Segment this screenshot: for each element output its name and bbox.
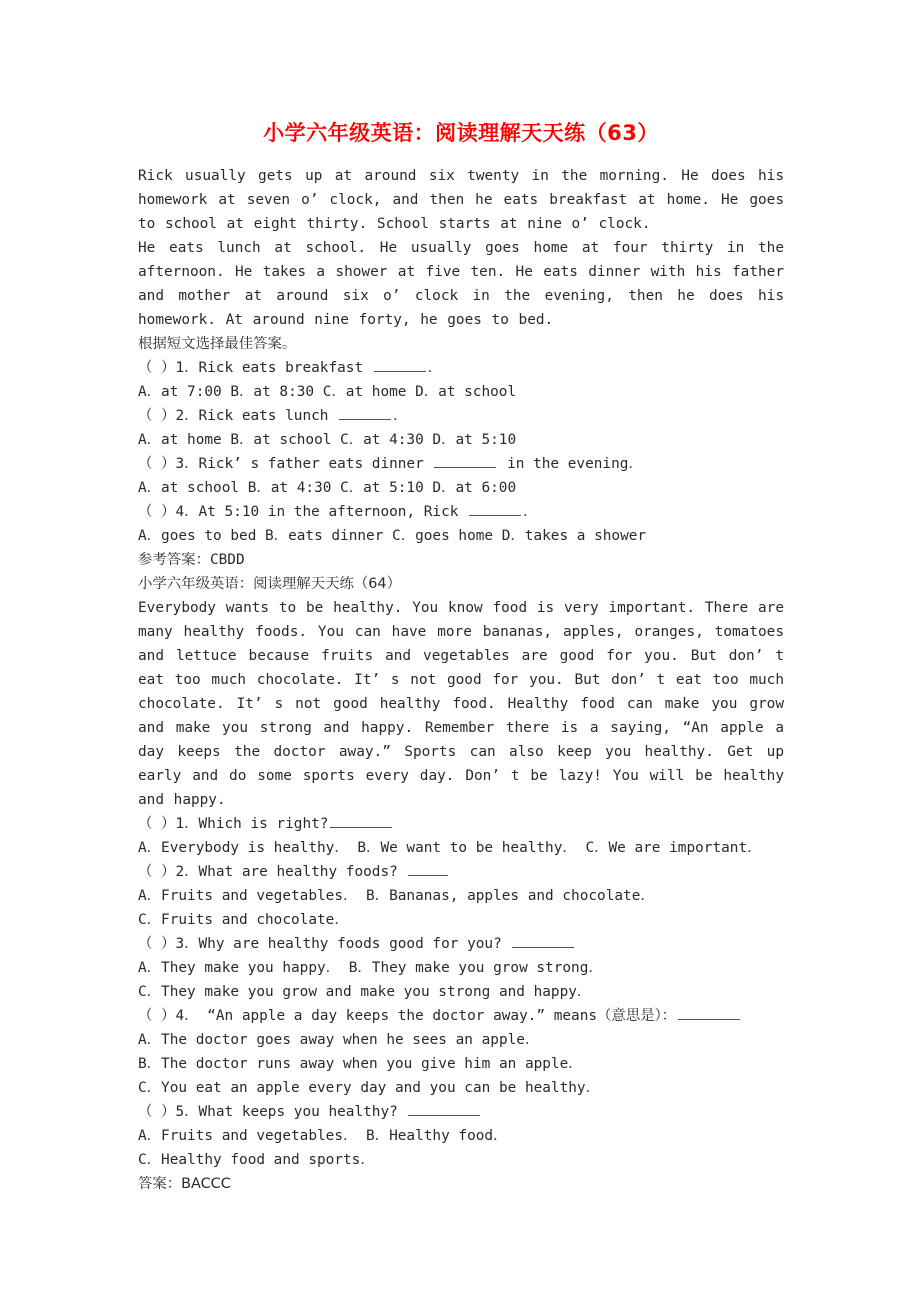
options-64-4c[interactable]: C．You eat an apple every day and you can be healthy．	[138, 1080, 600, 1096]
question-63-3	[138, 452, 784, 476]
question-stem-tail: ．	[393, 408, 408, 424]
question-stem: （ ）1．Which is right?	[138, 816, 329, 832]
options-64-2a[interactable]: A．Fruits and vegetables． B．Bananas, apples and chocolate．	[138, 888, 655, 904]
answer-key-label: 参考答案：	[138, 552, 210, 568]
options-64-1[interactable]: A．Everybody is healthy． B．We want to be healthy． C．We are important．	[138, 840, 762, 856]
passage-63-paragraph-1: Rick usually gets up at around six twenty in the morning. He does his homework at seven o’ clock, and then he eats breakfast at home. He goes to school at eight thirty. School starts at nine o’ clock.	[138, 168, 784, 232]
options-64-4b[interactable]: B．The doctor runs away when you give him an apple．	[138, 1056, 583, 1072]
question-64-3	[138, 932, 784, 956]
question-stem: （ ）1．Rick eats breakfast	[138, 360, 372, 376]
options-64-4a[interactable]: A．The doctor goes away when he sees an apple．	[138, 1032, 540, 1048]
question-stem: （ ）2．What are healthy foods?	[138, 864, 407, 880]
question-63-4	[138, 500, 784, 524]
question-stem: （ ）2．Rick eats lunch	[138, 408, 338, 424]
options-63-2[interactable]: A．at home B．at school C．at 4:30 D．at 5:10	[138, 432, 517, 448]
options-64-3a[interactable]: A．They make you happy． B．They make you grow strong．	[138, 960, 603, 976]
passage-64-paragraph-1: Everybody wants to be healthy. You know food is very important. There are many healthy foods. You can have more bananas, apples, oranges, tomatoes and lettuce because fruits and vegetables are good for you. But don’ t eat too much chocolate. It’ s not good for you. But don’ t eat too much chocolate. It’ s not good healthy food. Healthy food can make you grow and make you strong and happy. Remember there is a saying, “An apple a day keeps the doctor away.” Sports can also keep you healthy. Get up early and do some sports every day. Don’ t be lazy! You will be healthy and happy.	[138, 600, 784, 808]
options-63-4[interactable]: A．goes to bed B．eats dinner C．goes home D．takes a shower	[138, 528, 647, 544]
question-stem-tail: ．	[523, 504, 538, 520]
question-64-2	[138, 860, 784, 884]
question-63-2	[138, 404, 784, 428]
answer-blank[interactable]	[408, 1102, 480, 1116]
options-64-3b[interactable]: C．They make you grow and make you strong and happy．	[138, 984, 592, 1000]
answer-blank[interactable]	[469, 502, 521, 516]
page-title-64: 小学六年级英语：阅读理解天天练（64）	[138, 576, 401, 592]
answer-blank[interactable]	[678, 1006, 740, 1020]
answer-key-64: 答案：BACCC	[138, 1176, 231, 1192]
options-64-5b[interactable]: C．Healthy food and sports．	[138, 1152, 375, 1168]
options-63-1[interactable]: A．at 7:00 B．at 8:30 C．at home D．at school	[138, 384, 517, 400]
answer-blank[interactable]	[512, 934, 574, 948]
answer-blank[interactable]	[330, 814, 392, 828]
question-64-1	[138, 812, 784, 836]
answer-blank[interactable]	[339, 406, 391, 420]
answer-blank[interactable]	[434, 454, 496, 468]
answer-key-value: CBDD	[209, 552, 245, 568]
options-63-3[interactable]: A．at school B．at 4:30 C．at 5:10 D．at 6:00	[138, 480, 517, 496]
options-64-2b[interactable]: C．Fruits and chocolate．	[138, 912, 349, 928]
question-stem: （ ）4．At 5:10 in the afternoon, Rick	[138, 504, 468, 520]
question-stem-tail: in the evening．	[498, 456, 643, 472]
page-title-63: 小学六年级英语：阅读理解天天练（63）	[263, 121, 659, 145]
question-stem: （ ）5．What keeps you healthy?	[138, 1104, 407, 1120]
answer-blank[interactable]	[374, 358, 426, 372]
answer-key-63	[138, 548, 784, 572]
question-64-4	[138, 1004, 784, 1028]
question-stem: （ ）3．Rick’ s father eats dinner	[138, 456, 433, 472]
instruction-63: 根据短文选择最佳答案。	[138, 336, 297, 352]
answer-blank[interactable]	[408, 862, 448, 876]
question-stem-tail: ．	[427, 360, 443, 376]
question-64-5	[138, 1100, 784, 1124]
options-64-5a[interactable]: A．Fruits and vegetables． B．Healthy food．	[138, 1128, 508, 1144]
question-stem: （ ）3．Why are healthy foods good for you?	[138, 936, 511, 952]
question-stem: （ ）4． “An apple a day keeps the doctor away.” means（意思是）：	[138, 1008, 677, 1024]
passage-63-paragraph-2: He eats lunch at school. He usually goes home at four thirty in the afternoon. He takes a shower at five ten. He eats dinner with his father and mother at around six o’ clock in the evening, then he does his homework. At around nine forty, he goes to bed.	[138, 240, 784, 328]
question-63-1	[138, 356, 784, 380]
document-content	[138, 116, 784, 1196]
